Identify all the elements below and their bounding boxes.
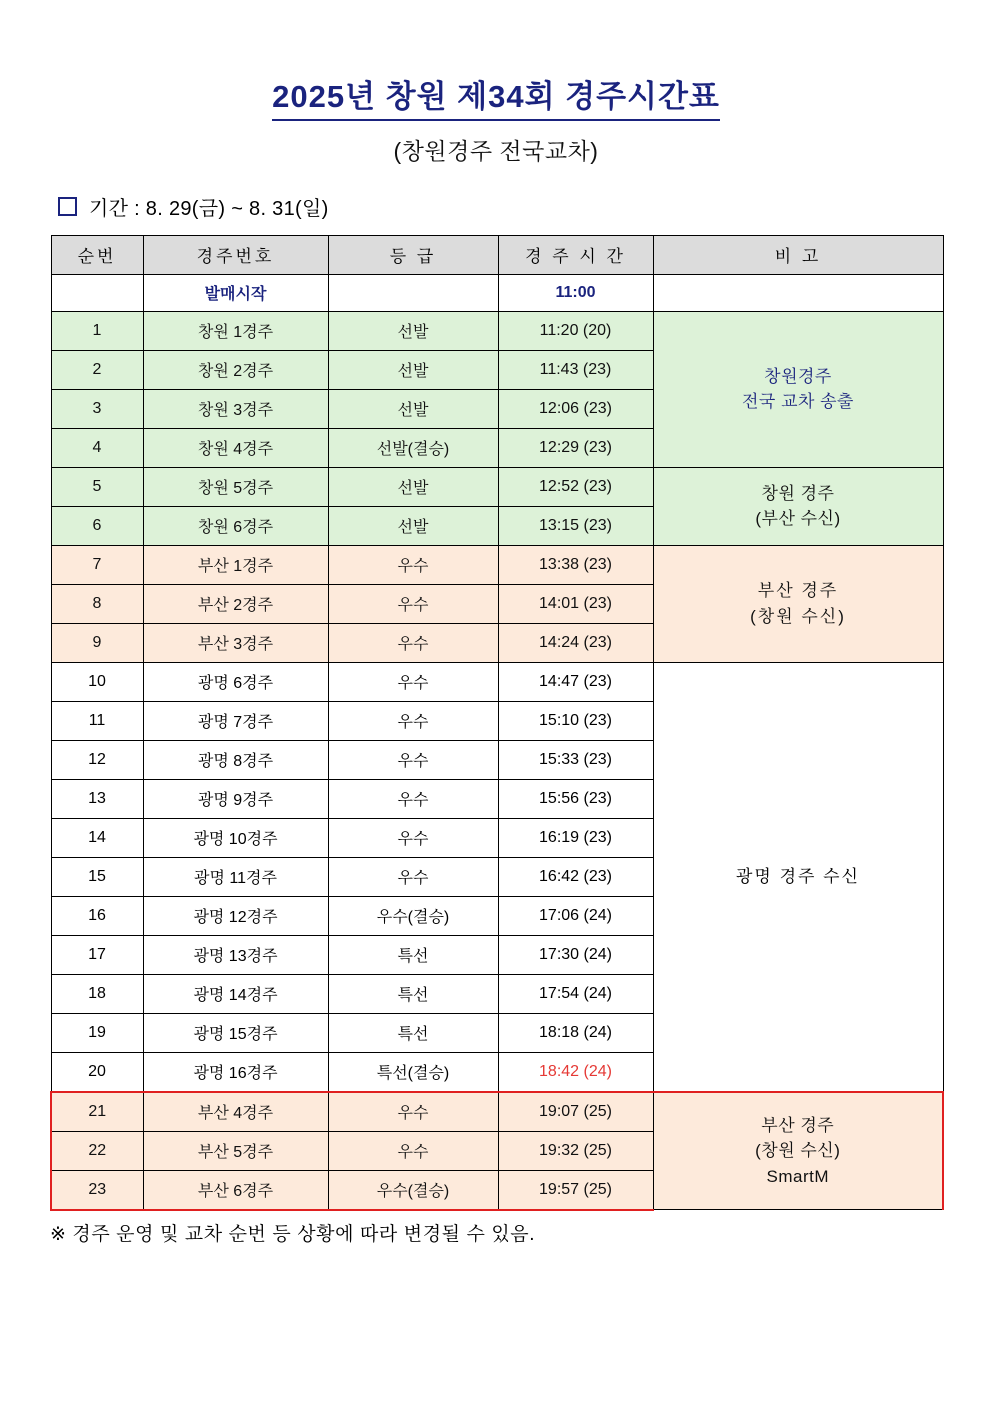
cell-race: 광명 8경주 [143,740,328,779]
cell-seq: 18 [51,974,143,1013]
race-schedule-table [50,235,944,1211]
cell-time: 14:24 (23) [498,623,653,662]
cell-race: 창원 1경주 [143,311,328,350]
cell-grade: 우수(결승) [328,896,498,935]
note-line: 창원 경주 [761,483,835,503]
period-line [58,192,942,221]
cell-time: 15:10 (23) [498,701,653,740]
cell-seq: 8 [51,584,143,623]
cell-grade: 우수 [328,1131,498,1170]
cell-race: 부산 2경주 [143,584,328,623]
cell-seq: 5 [51,467,143,506]
note-line: 창원경주 [764,366,832,386]
cell-race: 광명 9경주 [143,779,328,818]
note-line: 부산 경주 [761,1115,835,1135]
cell-seq: 3 [51,389,143,428]
cell-seq: 17 [51,935,143,974]
cell-time: 11:43 (23) [498,350,653,389]
cell-grade: 특선 [328,1013,498,1052]
cell-time: 17:54 (24) [498,974,653,1013]
cell-race: 창원 2경주 [143,350,328,389]
column-header-race: 경주번호 [143,235,328,274]
table-row [51,662,943,701]
cell-race: 부산 6경주 [143,1170,328,1210]
column-header-grade: 등 급 [328,235,498,274]
cell-time: 18:42 (24) [498,1052,653,1092]
cell-race: 광명 11경주 [143,857,328,896]
cell-time: 13:15 (23) [498,506,653,545]
note-line: (창원 수신) [755,1141,841,1161]
cell-time: 12:29 (23) [498,428,653,467]
cell-grade: 선발 [328,311,498,350]
cell-grade: 선발 [328,467,498,506]
note-line: (창원 수신) [750,606,846,626]
cell-race: 창원 5경주 [143,467,328,506]
period-label: 기간 : 8. 29(금) ~ 8. 31(일) [89,197,329,220]
cell-grade: 특선(결승) [328,1052,498,1092]
cell-grade: 특선 [328,935,498,974]
note-line: 부산 경주 [757,581,839,601]
cell-sale-label: 발매시작 [143,274,328,311]
cell-grade: 선발 [328,506,498,545]
cell-time: 14:01 (23) [498,584,653,623]
cell-race: 부산 5경주 [143,1131,328,1170]
cell-race: 광명 13경주 [143,935,328,974]
note-line: 전국 교차 송출 [742,392,854,412]
cell-time: 16:42 (23) [498,857,653,896]
column-header-time: 경 주 시 간 [498,235,653,274]
cell-grade: 우수 [328,545,498,584]
cell-seq: 4 [51,428,143,467]
table-row [51,545,943,584]
table-row [51,311,943,350]
cell-grade: 우수 [328,1092,498,1132]
cell-seq: 13 [51,779,143,818]
cell-race: 창원 4경주 [143,428,328,467]
cell-time: 17:06 (24) [498,896,653,935]
cell-race: 광명 16경주 [143,1052,328,1092]
cell-race: 광명 6경주 [143,662,328,701]
cell-time: 19:32 (25) [498,1131,653,1170]
cell-race: 창원 6경주 [143,506,328,545]
note-line: SmartM [766,1166,829,1186]
cell-seq: 6 [51,506,143,545]
cell-sale-time: 11:00 [498,274,653,311]
cell-time: 16:19 (23) [498,818,653,857]
cell-time: 12:52 (23) [498,467,653,506]
cell-grade: 우수 [328,818,498,857]
cell-grade: 우수 [328,701,498,740]
cell-seq: 19 [51,1013,143,1052]
cell-race: 광명 7경주 [143,701,328,740]
note-busan-smartm [653,1092,943,1210]
cell-race: 광명 10경주 [143,818,328,857]
cell-seq: 10 [51,662,143,701]
cell-race: 광명 14경주 [143,974,328,1013]
cell-race: 광명 12경주 [143,896,328,935]
cell-time: 18:18 (24) [498,1013,653,1052]
cell-grade: 선발(결승) [328,428,498,467]
cell-grade: 우수 [328,779,498,818]
cell-race: 광명 15경주 [143,1013,328,1052]
cell-time: 12:06 (23) [498,389,653,428]
cell-seq: 15 [51,857,143,896]
cell-time: 17:30 (24) [498,935,653,974]
checkbox-icon [58,197,77,216]
cell-grade [328,274,498,311]
cell-seq: 14 [51,818,143,857]
cell-grade: 선발 [328,350,498,389]
table-row [51,1092,943,1132]
cell-seq: 9 [51,623,143,662]
cell-seq: 22 [51,1131,143,1170]
cell-seq: 16 [51,896,143,935]
column-header-seq: 순번 [51,235,143,274]
title-block [50,0,942,166]
cell-seq [51,274,143,311]
cell-grade: 우수 [328,584,498,623]
note-busan-changwon-receive [653,545,943,662]
cell-race: 부산 1경주 [143,545,328,584]
cell-seq: 12 [51,740,143,779]
cell-note [653,274,943,311]
note-gwangmyeong-receive: 광명 경주 수신 [653,662,943,1092]
cell-race: 창원 3경주 [143,389,328,428]
note-changwon-busan-receive [653,467,943,545]
table-row-sale-start [51,274,943,311]
cell-grade: 우수 [328,662,498,701]
cell-time: 13:38 (23) [498,545,653,584]
cell-race: 부산 4경주 [143,1092,328,1132]
cell-time: 19:57 (25) [498,1170,653,1210]
note-changwon-national [653,311,943,467]
cell-seq: 23 [51,1170,143,1210]
column-header-note: 비 고 [653,235,943,274]
cell-race: 부산 3경주 [143,623,328,662]
table-header-row [51,235,943,274]
cell-grade: 우수 [328,857,498,896]
cell-grade: 선발 [328,389,498,428]
footnote: ※ 경주 운영 및 교차 순번 등 상황에 따라 변경될 수 있음. [50,1223,536,1245]
page-subtitle: (창원경주 전국교차) [393,137,599,164]
note-line: (부산 수신) [755,509,841,529]
cell-seq: 20 [51,1052,143,1092]
cell-grade: 우수(결승) [328,1170,498,1210]
cell-time: 15:56 (23) [498,779,653,818]
cell-seq: 21 [51,1092,143,1132]
cell-seq: 2 [51,350,143,389]
table-row [51,467,943,506]
cell-grade: 우수 [328,623,498,662]
cell-seq: 7 [51,545,143,584]
cell-time: 19:07 (25) [498,1092,653,1132]
cell-grade: 특선 [328,974,498,1013]
cell-seq: 11 [51,701,143,740]
cell-time: 15:33 (23) [498,740,653,779]
cell-grade: 우수 [328,740,498,779]
cell-time: 11:20 (20) [498,311,653,350]
cell-seq: 1 [51,311,143,350]
page-title: 2025년 창원 제34회 경주시간표 [272,78,720,121]
cell-time: 14:47 (23) [498,662,653,701]
